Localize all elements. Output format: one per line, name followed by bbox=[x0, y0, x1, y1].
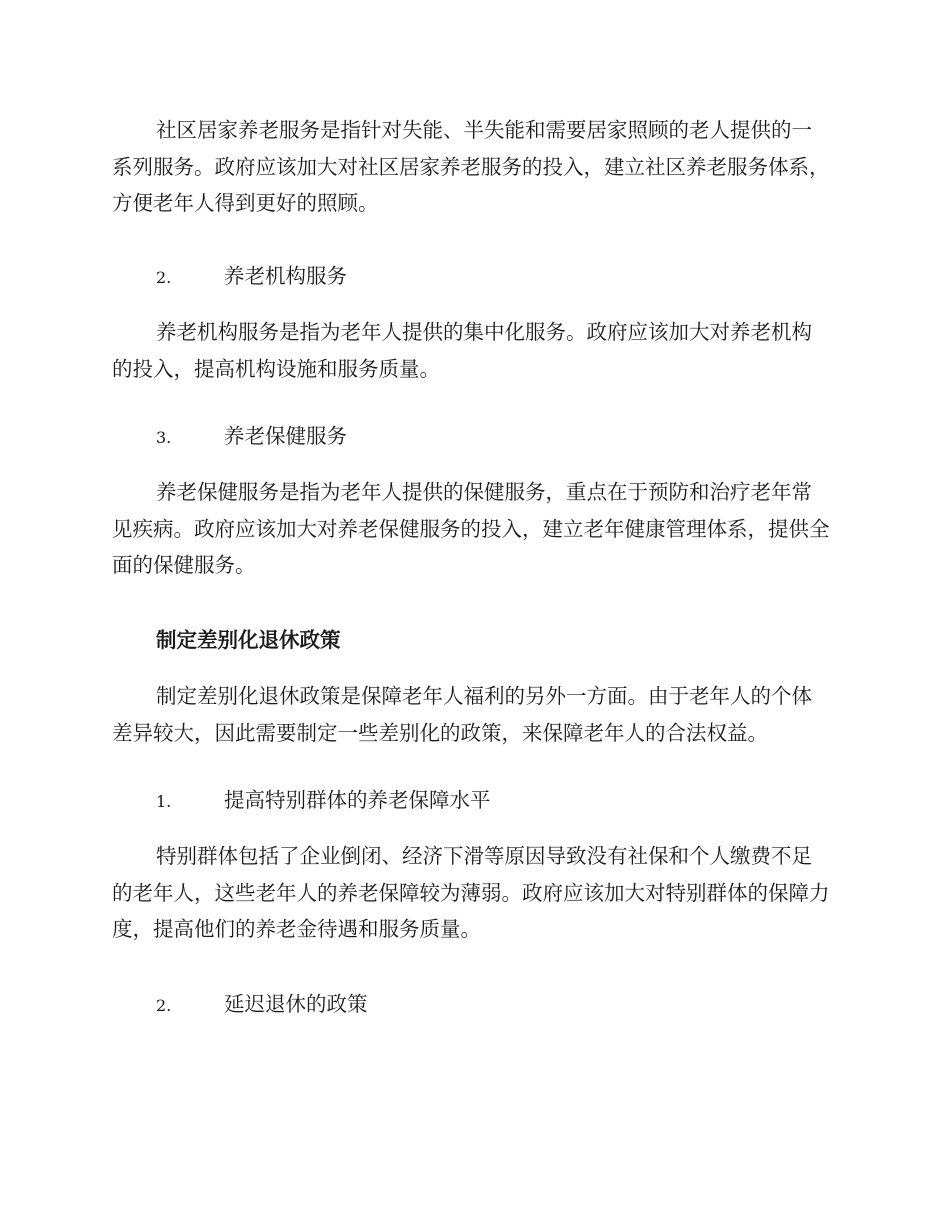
list-label: 养老机构服务 bbox=[224, 264, 347, 288]
paragraph-institution-service: 养老机构服务是指为老年人提供的集中化服务。政府应该加大对养老机构的投入，提高机构设施和服务质量。 bbox=[112, 320, 812, 381]
section-heading-retirement-policy: 制定差别化退休政策 bbox=[156, 628, 341, 652]
list-item-institution-service bbox=[156, 262, 347, 292]
list-item-health-service bbox=[156, 422, 347, 452]
list-label: 养老保健服务 bbox=[224, 424, 347, 448]
list-label: 提高特别群体的养老保障水平 bbox=[224, 788, 491, 812]
list-number: 1. bbox=[156, 792, 172, 811]
list-number: 2. bbox=[156, 268, 172, 287]
list-label: 延迟退休的政策 bbox=[224, 992, 368, 1016]
paragraph-community-home-care: 社区居家养老服务是指针对失能、半失能和需要居家照顾的老人提供的一系列服务。政府应该加大对社区居家养老服务的投入，建立社区养老服务体系，方便老年人得到更好的照顾。 bbox=[112, 118, 830, 215]
paragraph-special-groups: 特别群体包括了企业倒闭、经济下滑等原因导致没有社保和个人缴费不足的老年人，这些老年人的养老保障较为薄弱。政府应该加大对特别群体的保障力度，提高他们的养老金待遇和服务质量。 bbox=[112, 844, 830, 941]
list-number: 2. bbox=[156, 996, 172, 1015]
list-item-special-groups bbox=[156, 786, 491, 816]
paragraph-retirement-policy: 制定差别化退休政策是保障老年人福利的另外一方面。由于老年人的个体差异较大，因此需要制定一些差别化的政策，来保障老年人的合法权益。 bbox=[112, 684, 812, 745]
paragraph-health-service: 养老保健服务是指为老年人提供的保健服务，重点在于预防和治疗老年常见疾病。政府应该加大对养老保健服务的投入，建立老年健康管理体系，提供全面的保健服务。 bbox=[112, 480, 830, 577]
list-number: 3. bbox=[156, 428, 172, 447]
list-item-delayed-retirement bbox=[156, 990, 368, 1020]
